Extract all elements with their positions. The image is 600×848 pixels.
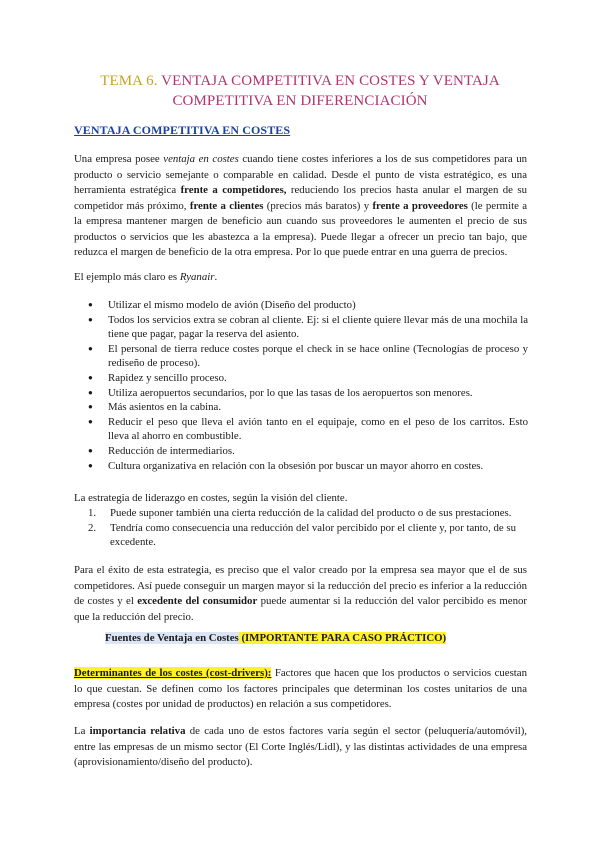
list-item	[88, 521, 528, 550]
drivers-text: Factores que hacen que los productos o servicios cuestan lo que cuestan. Se definen como los factores principales que determinan los costes unitarios de una empresa (costes por unidad de productos) en relación a sus competidores.	[74, 667, 527, 710]
list-item: ● Reducción de intermediarios.	[88, 444, 528, 459]
list-item: ● Utilizar el mismo modelo de avión (Diseño del producto)	[88, 298, 528, 313]
drivers-label: Determinantes de los costes (cost-drivers):	[74, 667, 272, 679]
page-title-line-2	[60, 92, 540, 111]
intro-text-2: cuando tiene costes inferiores a los de sus competidores para un producto o servicio semejante o comparable en calidad. Desde el punto de vista estratégico, es una herramienta estratégica	[74, 153, 527, 196]
list-item: ● El personal de tierra reduce costes porque el check in se hace online (Tecnologías de proceso y rediseño de proceso).	[88, 342, 528, 371]
ryanair-bullet-list	[88, 298, 528, 473]
title-line-1: VENTAJA COMPETITIVA EN COSTES Y VENTAJA	[161, 73, 500, 89]
intro-paragraph	[74, 152, 527, 261]
list-number: 1.	[88, 507, 97, 519]
intro-text-5: (le permite a la empresa mantener margen de beneficio aun cuando sus proveedores le aumenten el precio de sus productos o servicios que les abastezca a la empresa). Puede llegar a ofrecer un precio tan bajo, que reduzca el margen de beneficio de la otra empresa. Por lo que puede entrar en una guerra de precios.	[74, 199, 527, 258]
importance-text-1: La	[74, 725, 90, 737]
list-number: 2.	[88, 521, 97, 534]
success-paragraph	[74, 563, 527, 625]
importance-text-2: de cada uno de estos factores varía según el sector (peluquería/automóvil), entre las empresas de un mismo sector (El Corte Inglés/Lidl), y las distintas actividades de una empresa (aprovisionamiento/diseño del producto).	[74, 725, 527, 768]
drivers-paragraph	[74, 666, 527, 713]
intro-bold-competitors: frente a competidores,	[180, 184, 287, 196]
example-end: .	[214, 271, 218, 283]
list-item: ● Más asientos en la cabina.	[88, 400, 528, 415]
example-line	[74, 270, 527, 286]
fuentes-label: Fuentes de Ventaja en Costes	[105, 632, 239, 644]
success-text-1: Para el éxito de esta estrategia, es preciso que el valor creado por la empresa sea mayor que el de sus competidores. Así puede conseguir un margen mayor si la reducción del precio es inferior a la reducción de costes y el	[74, 564, 527, 607]
importance-paragraph	[74, 724, 527, 771]
fuentes-note: (IMPORTANTE PARA CASO PRÁCTICO)	[238, 632, 447, 644]
list-text: Tendría como consecuencia una reducción del valor percibido por el cliente y, por tanto, de su excedente.	[110, 521, 516, 549]
leadership-line	[74, 491, 527, 507]
success-bold: excedente del consumidor	[137, 595, 258, 607]
example-text: El ejemplo más claro es	[74, 271, 180, 283]
list-item: ● Utiliza aeropuertos secundarios, por lo que las tasas de los aeropuertos son menores.	[88, 386, 528, 401]
leadership-text: La estrategia de liderazgo en costes, según la visión del cliente.	[74, 492, 348, 504]
list-item	[88, 506, 528, 521]
example-company: Ryanair	[179, 271, 215, 283]
list-item: ● Reducir el peso que lleva el avión tanto en el equipaje, como en el peso de los carritos. Esto lleva al ahorro en combustible.	[88, 415, 528, 444]
fuentes-heading	[105, 632, 446, 644]
page-title	[60, 72, 540, 91]
intro-emphasis: ventaja en costes	[163, 153, 239, 165]
list-item: ● Todos los servicios extra se cobran al cliente. Ej: si el cliente quiere llevar más de una mochila la tiene que pagar, pagar la reserva del asiento.	[88, 313, 528, 342]
list-text: Puede suponer también una cierta reducción de la calidad del producto o de sus prestaciones.	[110, 507, 512, 519]
numbered-list	[88, 506, 528, 550]
intro-text-4: (precios más baratos) y	[263, 199, 373, 212]
intro-text-3: reduciendo los precios hasta anular el margen de su competidor más próximo,	[74, 184, 527, 212]
intro-bold-clients: frente a clientes	[189, 199, 264, 212]
success-text-2: puede aumentar si la reducción del valor percibido es menor que la reducción del precio.	[74, 595, 527, 623]
intro-bold-suppliers: frente a proveedores	[372, 199, 468, 212]
list-item: ● Rapidez y sencillo proceso.	[88, 371, 528, 386]
list-item: ● Cultura organizativa en relación con la obsesión por buscar un mayor ahorro en costes.	[88, 459, 528, 474]
importance-bold: importancia relativa	[89, 725, 186, 737]
title-number: TEMA 6.	[100, 73, 158, 89]
section-heading: VENTAJA COMPETITIVA EN COSTES	[74, 123, 291, 137]
title-line-2: COMPETITIVA EN DIFERENCIACIÓN	[172, 93, 428, 109]
intro-text-1: Una empresa posee	[74, 153, 164, 165]
